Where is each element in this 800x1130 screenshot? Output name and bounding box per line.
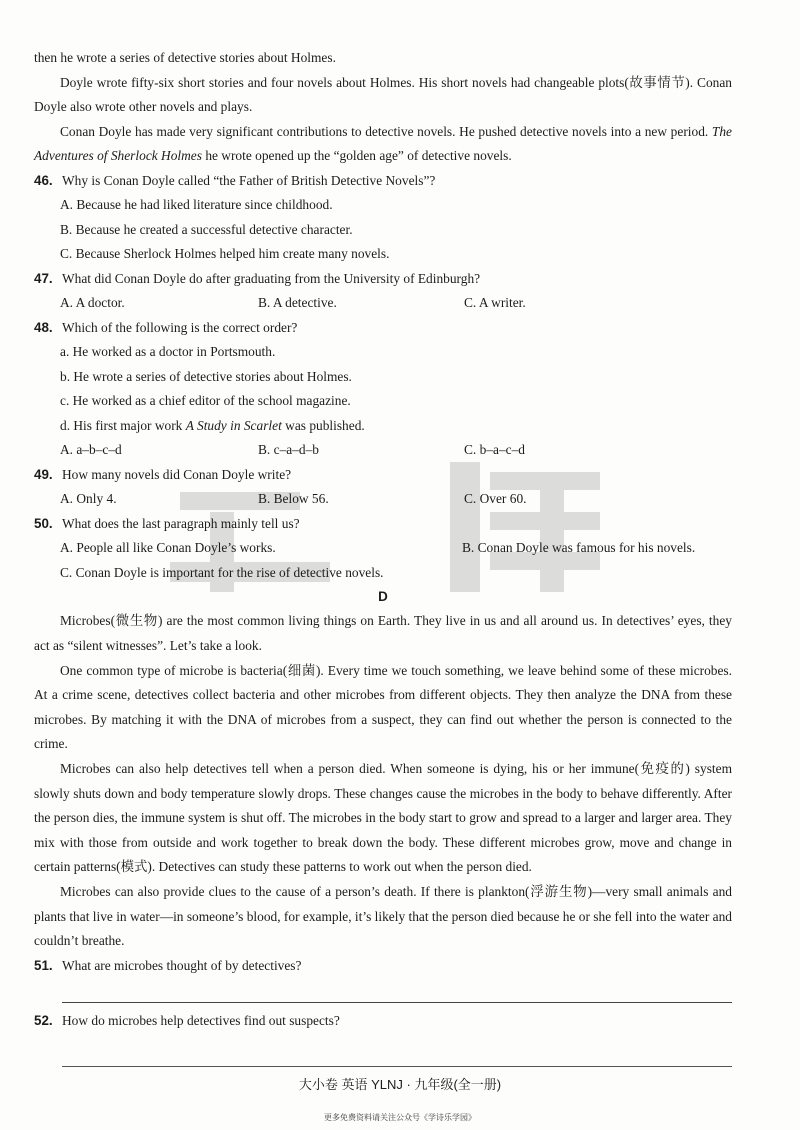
question-48: 48. Which of the following is the correct order? xyxy=(34,319,298,335)
q50-options-ab xyxy=(34,536,732,561)
q51-answer-line[interactable] xyxy=(62,978,732,1003)
passage-d-para3: Microbes can also help detectives tell when a person died. When someone is dying, his or her immune(免疫的) system slowly shuts down and body temperature slowly drops. These changes cause the microbes in the body to behave differently. After the person dies, the immune system is shut off. The microbes in the body start to grow and spread to a larger and larger area. They mix with those from outside and work together to break down the body. These different microbes grow, move and change in certain patterns(模式). Detectives can study these patterns to work out when the person died. xyxy=(34,761,732,875)
q49-option-b: B. Below 56. xyxy=(258,491,329,507)
q50-option-a: A. People all like Conan Doyle’s works. xyxy=(60,540,276,556)
q50-option-c: C. Conan Doyle is important for the rise of detective novels. xyxy=(60,564,384,580)
q46-option-c: C. Because Sherlock Holmes helped him create many novels. xyxy=(60,246,390,262)
question-52: 52. How do microbes help detectives find out suspects? xyxy=(34,1013,340,1029)
q47-option-b: B. A detective. xyxy=(258,295,337,311)
footer-book-title: 大小卷 英语 YLNJ · 九年级(全一册) xyxy=(298,1077,502,1092)
passage-c-para1: Doyle wrote fifty-six short stories and four novels about Holmes. His short novels had changeable plots(故事情节). Conan Doyle also wrote other novels and plays. xyxy=(34,74,732,115)
section-label-d: D xyxy=(378,589,388,605)
question-50: 50. What does the last paragraph mainly tell us? xyxy=(34,515,300,531)
q47-option-a: A. A doctor. xyxy=(60,295,125,311)
q47-options xyxy=(34,291,732,316)
question-51: 51. What are microbes thought of by detectives? xyxy=(34,957,302,973)
q46-option-a: A. Because he had liked literature since childhood. xyxy=(60,197,333,213)
passage-d-para4: Microbes can also provide clues to the cause of a person’s death. If there is plankton(浮游生物)—very small animals and plants that live in water—in someone’s blood, for example, it’s likely that the person died because he or she fell into the water and couldn’t breathe. xyxy=(34,884,732,949)
book-title: The Adventures of Sherlock Holmes xyxy=(34,123,732,164)
q48-option-c: C. b–a–c–d xyxy=(464,442,525,458)
q46-option-b: B. Because he created a successful detective character. xyxy=(60,221,353,237)
passage-d-para1: Microbes(微生物) are the most common living things on Earth. They live in us and all around us. In detectives’ eyes, they act as “silent witnesses”. Let’s take a look. xyxy=(34,613,732,654)
q49-options xyxy=(34,487,732,512)
passage-c-para2: Conan Doyle has made very significant contributions to detective novels. He pushed detective novels into a new period. The Adventures of Sherlock Holmes he wrote opened up the “golden age” of detective novels. xyxy=(34,123,732,164)
q48-option-a: A. a–b–c–d xyxy=(60,442,122,458)
q48-item-c: c. He worked as a chief editor of the school magazine. xyxy=(60,393,351,409)
q48-item-d: d. His first major work A Study in Scarlet was published. xyxy=(60,417,365,433)
footer-note: 更多免费资料请关注公众号《学诗乐学园》 xyxy=(324,1113,476,1122)
q49-option-c: C. Over 60. xyxy=(464,491,527,507)
question-47: 47. What did Conan Doyle do after graduating from the University of Edinburgh? xyxy=(34,270,481,286)
q52-answer-line[interactable] xyxy=(62,1066,732,1067)
q47-option-c: C. A writer. xyxy=(464,295,526,311)
q48-option-b: B. c–a–d–b xyxy=(258,442,319,458)
page-content xyxy=(34,46,732,1034)
q49-option-a: A. Only 4. xyxy=(60,491,117,507)
question-49: 49. How many novels did Conan Doyle write? xyxy=(34,466,292,482)
q48-item-a: a. He worked as a doctor in Portsmouth. xyxy=(60,344,276,360)
passage-c-line: then he wrote a series of detective stories about Holmes. xyxy=(34,50,336,65)
question-46: 46. Why is Conan Doyle called “the Father of British Detective Novels”? xyxy=(34,172,436,188)
q48-options xyxy=(34,438,732,463)
q50-option-b: B. Conan Doyle was famous for his novels. xyxy=(462,540,696,556)
passage-d-para2: One common type of microbe is bacteria(细菌). Every time we touch something, we leave behind some of these microbes. At a crime scene, detectives collect bacteria and other microbes from different objects. They then analyze the DNA from these microbes. By matching it with the DNA of microbes from a suspect, they can find out whether the person is connected to the crime. xyxy=(34,662,732,752)
q48-item-b: b. He wrote a series of detective stories about Holmes. xyxy=(60,368,352,384)
